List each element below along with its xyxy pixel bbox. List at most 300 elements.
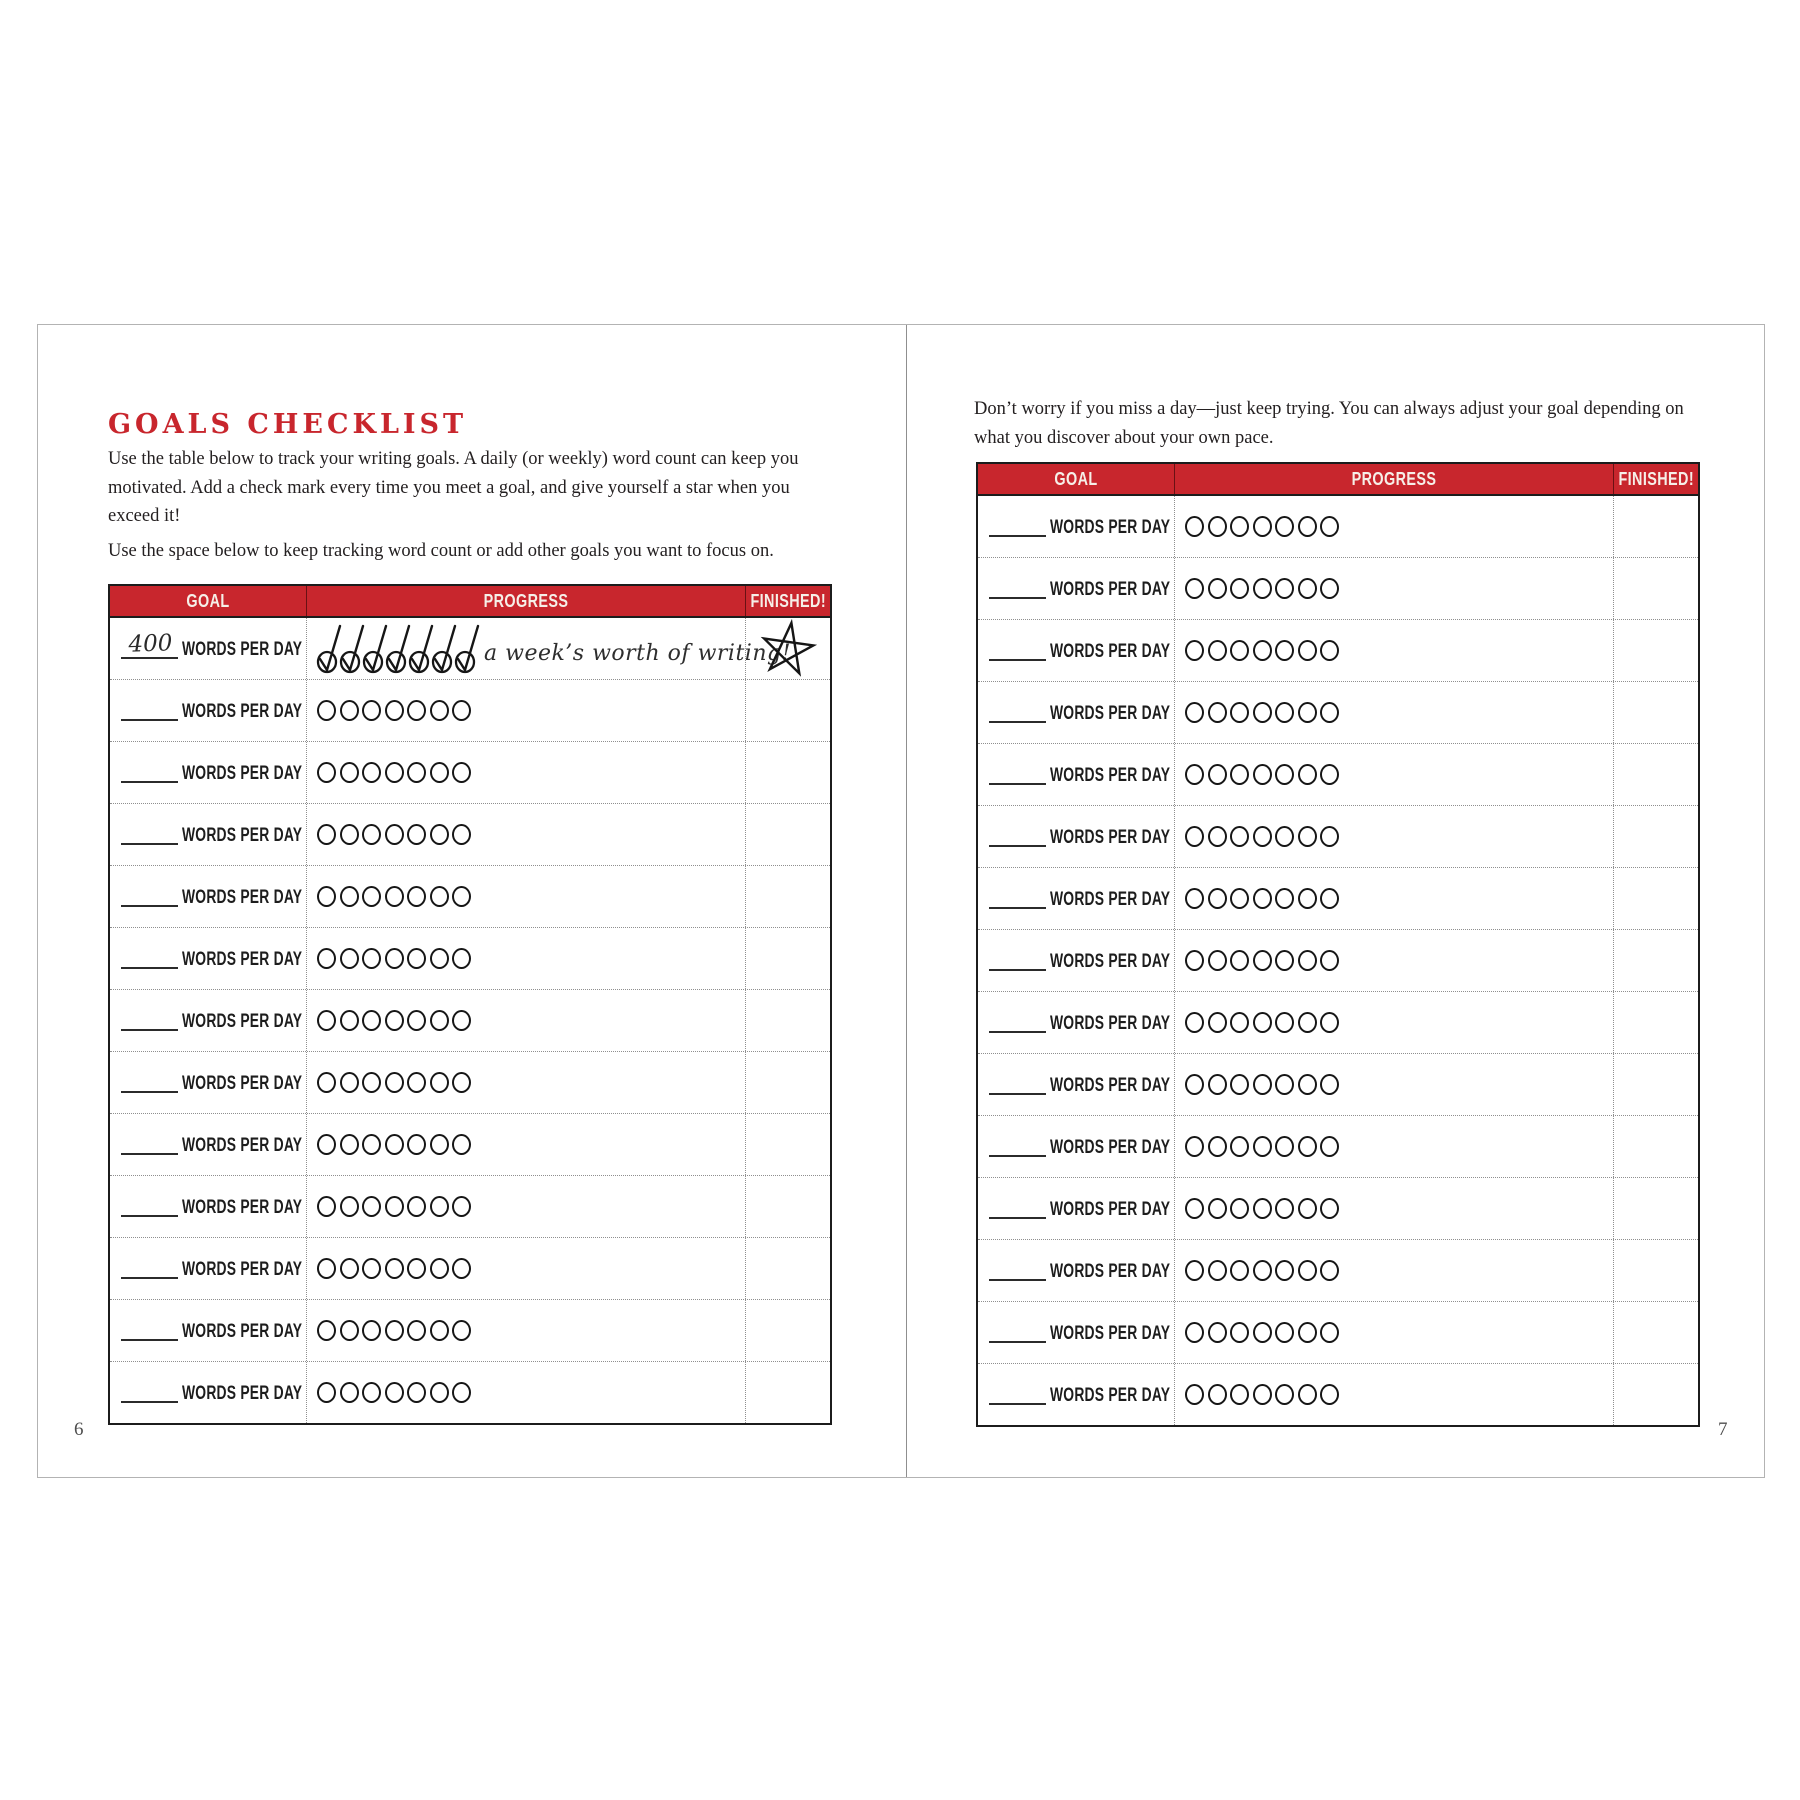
progress-circle [1253,702,1272,723]
progress-circle [430,700,449,721]
goal-row-label: WORDS PER DAY [1050,765,1171,786]
progress-circle [1320,764,1339,785]
progress-circle [1230,950,1249,971]
finished-cell [1613,620,1698,681]
goal-cell [110,804,306,865]
finished-cell [1613,682,1698,743]
column-header-goal-label: GOAL [1054,468,1098,489]
progress-circle [1320,1074,1339,1095]
finished-cell [1613,868,1698,929]
progress-circle [362,948,381,969]
progress-circle [317,700,336,721]
checked-circle-icon [432,622,456,674]
goal-row-label: WORDS PER DAY [1050,641,1171,662]
progress-circle [1275,764,1294,785]
goal-blank-line [121,1339,178,1341]
page-number-left: 6 [74,1419,84,1440]
page-number-right: 7 [1718,1419,1728,1440]
progress-circle [1298,1322,1317,1343]
goal-cell [110,680,306,741]
progress-circle [317,1258,336,1279]
page-title: GOALS CHECKLIST [108,409,468,440]
goal-row-label: WORDS PER DAY [1050,1261,1171,1282]
progress-circle [407,1072,426,1093]
finished-cell [745,680,830,741]
goal-blank-line [989,1031,1046,1033]
progress-circle [1185,1198,1204,1219]
goal-row-label: WORDS PER DAY [182,887,303,908]
progress-circle [1253,1012,1272,1033]
goal-row-label: WORDS PER DAY [1050,1075,1171,1096]
column-header-finished [1613,464,1698,494]
goal-cell [110,1052,306,1113]
progress-circle [1298,1136,1317,1157]
progress-circle [362,1072,381,1093]
finished-cell [745,804,830,865]
progress-circle [340,948,359,969]
progress-circle [1185,826,1204,847]
goal-blank-line [121,1029,178,1031]
goal-row-label: WORDS PER DAY [1050,579,1171,600]
finished-cell [745,1238,830,1299]
finished-cell [745,866,830,927]
progress-circle [317,1196,336,1217]
progress-circle [340,886,359,907]
progress-circle [407,1134,426,1155]
progress-circle [452,948,471,969]
goal-row-label: WORDS PER DAY [182,639,303,660]
goal-row-label: WORDS PER DAY [1050,827,1171,848]
progress-circle [1298,1012,1317,1033]
progress-cell [1174,992,1613,1053]
progress-circle [1320,702,1339,723]
table-row [978,1054,1698,1116]
table-row [978,682,1698,744]
finished-cell [745,928,830,989]
progress-circle [362,1010,381,1031]
column-header-progress-label: PROGRESS [1351,468,1437,489]
table-row [110,1052,830,1114]
progress-circle [1320,888,1339,909]
progress-circle [1298,950,1317,971]
progress-cell [1174,1240,1613,1301]
checked-circle-icon [363,622,387,674]
goal-cell [110,1238,306,1299]
progress-cell [1174,620,1613,681]
progress-circle [1230,516,1249,537]
progress-cell [306,680,745,741]
progress-circle [1230,640,1249,661]
progress-circle [1185,702,1204,723]
progress-circle [385,1320,404,1341]
progress-circle [1185,764,1204,785]
progress-circle [452,1072,471,1093]
progress-circle [407,1258,426,1279]
progress-circle [1185,888,1204,909]
page-spread [37,324,1765,1478]
goal-row-label: WORDS PER DAY [1050,889,1171,910]
progress-cell [306,928,745,989]
goal-row-label: WORDS PER DAY [182,1321,303,1342]
progress-circle [1208,1260,1227,1281]
progress-cell [1174,806,1613,867]
progress-circle [340,1072,359,1093]
goal-blank-line [121,1215,178,1217]
goal-row-label: WORDS PER DAY [1050,1013,1171,1034]
progress-circle [385,824,404,845]
progress-circle [430,1382,449,1403]
progress-circle [385,1072,404,1093]
progress-circle [407,762,426,783]
progress-circle [1275,640,1294,661]
progress-circle [1298,1260,1317,1281]
progress-circle [1253,888,1272,909]
goal-cell [110,866,306,927]
checked-circle-icon [455,622,479,674]
progress-circle [407,886,426,907]
progress-circle [362,824,381,845]
table-row [110,1362,830,1423]
progress-circle [1185,640,1204,661]
progress-circle [385,1010,404,1031]
progress-circle [1208,950,1227,971]
page-gutter-divider [906,325,907,1477]
goal-cell [978,930,1174,991]
goal-cell [978,744,1174,805]
table-row [110,928,830,990]
goal-blank-line [121,905,178,907]
goal-blank-line [989,1403,1046,1405]
progress-circle [362,1382,381,1403]
progress-circle [1185,1322,1204,1343]
goal-cell [110,1300,306,1361]
goal-cell [978,558,1174,619]
progress-cell [1174,1364,1613,1425]
progress-circle [317,1010,336,1031]
progress-circle [1230,1012,1249,1033]
goal-row-label: WORDS PER DAY [182,1383,303,1404]
table-row [978,1116,1698,1178]
goal-handwritten-value: 400 [128,630,173,658]
goal-row-label: WORDS PER DAY [1050,703,1171,724]
progress-circle [1275,826,1294,847]
progress-cell [306,1114,745,1175]
goal-row-label: WORDS PER DAY [182,949,303,970]
table-row [978,806,1698,868]
progress-circle [1230,888,1249,909]
column-header-progress [306,586,745,616]
progress-circle [1298,702,1317,723]
goal-row-label: WORDS PER DAY [182,1135,303,1156]
goal-row-label: WORDS PER DAY [182,825,303,846]
progress-circle [1298,888,1317,909]
progress-circle [452,824,471,845]
progress-circle [1230,1322,1249,1343]
goals-table-left [108,584,832,1425]
progress-circle [1185,516,1204,537]
goal-blank-line [989,907,1046,909]
progress-circle [1275,888,1294,909]
progress-circle [430,824,449,845]
finished-cell [1613,806,1698,867]
table-row [978,992,1698,1054]
progress-circle [1208,1074,1227,1095]
progress-circle [385,886,404,907]
progress-circle [1320,578,1339,599]
goal-row-label: WORDS PER DAY [182,1259,303,1280]
progress-circle [1185,1012,1204,1033]
progress-circle [340,1258,359,1279]
goal-row-label: WORDS PER DAY [1050,951,1171,972]
progress-circle [1298,516,1317,537]
table-row [978,868,1698,930]
checked-circle-icon [409,622,433,674]
finished-cell [1613,1116,1698,1177]
goal-cell [978,868,1174,929]
column-header-finished [745,586,830,616]
progress-circle [1185,1384,1204,1405]
progress-circle [452,762,471,783]
progress-cell [306,742,745,803]
finished-cell [1613,930,1698,991]
goal-cell [978,620,1174,681]
progress-circle [1208,516,1227,537]
goal-cell [110,990,306,1051]
column-header-finished-label: FINISHED! [750,590,826,611]
goal-blank-line [121,1277,178,1279]
progress-circle [1253,1384,1272,1405]
progress-cell [1174,930,1613,991]
progress-circle [1208,1012,1227,1033]
goal-blank-line [989,969,1046,971]
finished-cell [1613,1240,1698,1301]
progress-circle [1208,702,1227,723]
progress-circle [385,1258,404,1279]
progress-circle [362,1196,381,1217]
goal-blank-line [989,1279,1046,1281]
goal-row-label: WORDS PER DAY [1050,1323,1171,1344]
progress-circle [1275,1136,1294,1157]
progress-circle [1298,764,1317,785]
progress-circle [407,1010,426,1031]
goal-row-label: WORDS PER DAY [182,763,303,784]
goal-cell [978,1116,1174,1177]
progress-cell [1174,1178,1613,1239]
progress-circle [362,1320,381,1341]
goal-blank-line [989,721,1046,723]
progress-circle [430,1010,449,1031]
progress-circle [385,1196,404,1217]
progress-handwritten-note: a week’s worth of writing! [484,641,791,666]
table-row [110,1238,830,1300]
progress-circle [317,1382,336,1403]
column-header-progress [1174,464,1613,494]
finished-cell [745,990,830,1051]
progress-circle [317,762,336,783]
goal-cell [978,806,1174,867]
progress-cell [306,866,745,927]
column-header-goal [110,586,306,616]
progress-circle [1185,1260,1204,1281]
finished-cell [1613,744,1698,805]
table-row [978,1302,1698,1364]
progress-circle [340,700,359,721]
progress-circle [1275,578,1294,599]
progress-circle [1230,1198,1249,1219]
progress-circle [1208,640,1227,661]
table-row [110,804,830,866]
intro-paragraph-2 [108,537,774,566]
finished-cell [745,1176,830,1237]
progress-circle [340,1134,359,1155]
goal-cell [110,1362,306,1423]
progress-circle [1230,826,1249,847]
progress-circle [1275,516,1294,537]
progress-circle [1275,950,1294,971]
goal-row-label: WORDS PER DAY [182,1011,303,1032]
goal-blank-line [989,1093,1046,1095]
progress-cell [1174,1302,1613,1363]
progress-circle [362,1134,381,1155]
table-row [110,1176,830,1238]
progress-circle [452,1134,471,1155]
finished-cell [1613,1178,1698,1239]
progress-cell [306,1300,745,1361]
progress-circle [1230,1260,1249,1281]
goal-row-label: WORDS PER DAY [1050,517,1171,538]
goal-cell [110,742,306,803]
goal-blank-line [121,843,178,845]
progress-circle [1230,578,1249,599]
intro-paragraph-1 [108,445,798,531]
goal-cell [110,618,306,679]
finished-cell [745,618,830,679]
progress-circle [1298,578,1317,599]
intro1-line3: exceed it! [108,506,181,526]
progress-circle [385,762,404,783]
progress-circle [452,1320,471,1341]
progress-circle [317,948,336,969]
progress-circle [340,762,359,783]
progress-cell [306,990,745,1051]
goal-row-label: WORDS PER DAY [182,1197,303,1218]
intro-paragraph-right [974,395,1684,452]
progress-cell [306,618,791,679]
progress-circle [1230,764,1249,785]
table-row [978,930,1698,992]
table-row [978,620,1698,682]
goal-blank-line [989,535,1046,537]
goal-blank-line [989,1155,1046,1157]
table-header-row [110,586,830,618]
progress-circle [452,1010,471,1031]
column-header-goal-label: GOAL [186,590,230,611]
progress-circle [407,1382,426,1403]
intro-right-line1: Don’t worry if you miss a day—just keep trying. You can always adjust your goal depending on [974,399,1684,419]
progress-circle [407,948,426,969]
progress-circle [1253,516,1272,537]
goal-cell [978,1178,1174,1239]
progress-circle [1230,1074,1249,1095]
progress-circle [1208,1198,1227,1219]
progress-circle [407,824,426,845]
progress-circle [452,1382,471,1403]
goal-row-label: WORDS PER DAY [1050,1199,1171,1220]
table-row [110,742,830,804]
table-row [110,990,830,1052]
progress-circle [430,1072,449,1093]
progress-cell [306,1362,745,1423]
progress-cell [306,1176,745,1237]
progress-circle [1253,1322,1272,1343]
table-row [110,618,830,680]
progress-circle [1275,1074,1294,1095]
progress-circle [1253,950,1272,971]
progress-circle [430,1320,449,1341]
table-row [978,744,1698,806]
goal-cell [978,1240,1174,1301]
progress-circle [1298,826,1317,847]
progress-circle [1320,1198,1339,1219]
progress-circle [407,1196,426,1217]
star-icon [758,619,818,679]
goals-table-right [976,462,1700,1427]
goal-row-label: WORDS PER DAY [182,1073,303,1094]
progress-circle [317,824,336,845]
column-header-goal [978,464,1174,494]
progress-circle [317,1134,336,1155]
finished-cell [1613,1302,1698,1363]
intro2-line1: Use the space below to keep tracking word count or add other goals you want to focus on. [108,541,774,561]
progress-circle [1208,764,1227,785]
table-header-row [978,464,1698,496]
goal-cell [978,1054,1174,1115]
progress-circle [1275,702,1294,723]
table-row [110,866,830,928]
progress-circle [430,1196,449,1217]
progress-circle [1185,1074,1204,1095]
progress-circle [1298,1198,1317,1219]
checked-circle-icon [317,622,341,674]
progress-circle [340,824,359,845]
progress-circle [362,886,381,907]
finished-cell [1613,992,1698,1053]
goal-row-label: WORDS PER DAY [182,701,303,722]
progress-circle [452,1196,471,1217]
progress-cell [1174,1054,1613,1115]
goal-blank-line [121,1091,178,1093]
progress-circle [407,700,426,721]
progress-circle [1275,1322,1294,1343]
goal-blank-line [989,783,1046,785]
progress-circle [1253,1074,1272,1095]
progress-circle [1230,1136,1249,1157]
progress-circle [430,948,449,969]
checked-circle-icon [340,622,364,674]
goal-blank-line [989,659,1046,661]
goal-cell [978,682,1174,743]
progress-circle [407,1320,426,1341]
progress-circle [430,1258,449,1279]
intro1-line1: Use the table below to track your writing goals. A daily (or weekly) word count can keep you [108,449,799,469]
progress-circle [317,886,336,907]
column-header-finished-label: FINISHED! [1618,468,1694,489]
progress-circle [385,948,404,969]
progress-cell [1174,496,1613,557]
progress-circle [1275,1260,1294,1281]
intro-right-line2: what you discover about your own pace. [974,427,1274,448]
progress-cell [306,1052,745,1113]
